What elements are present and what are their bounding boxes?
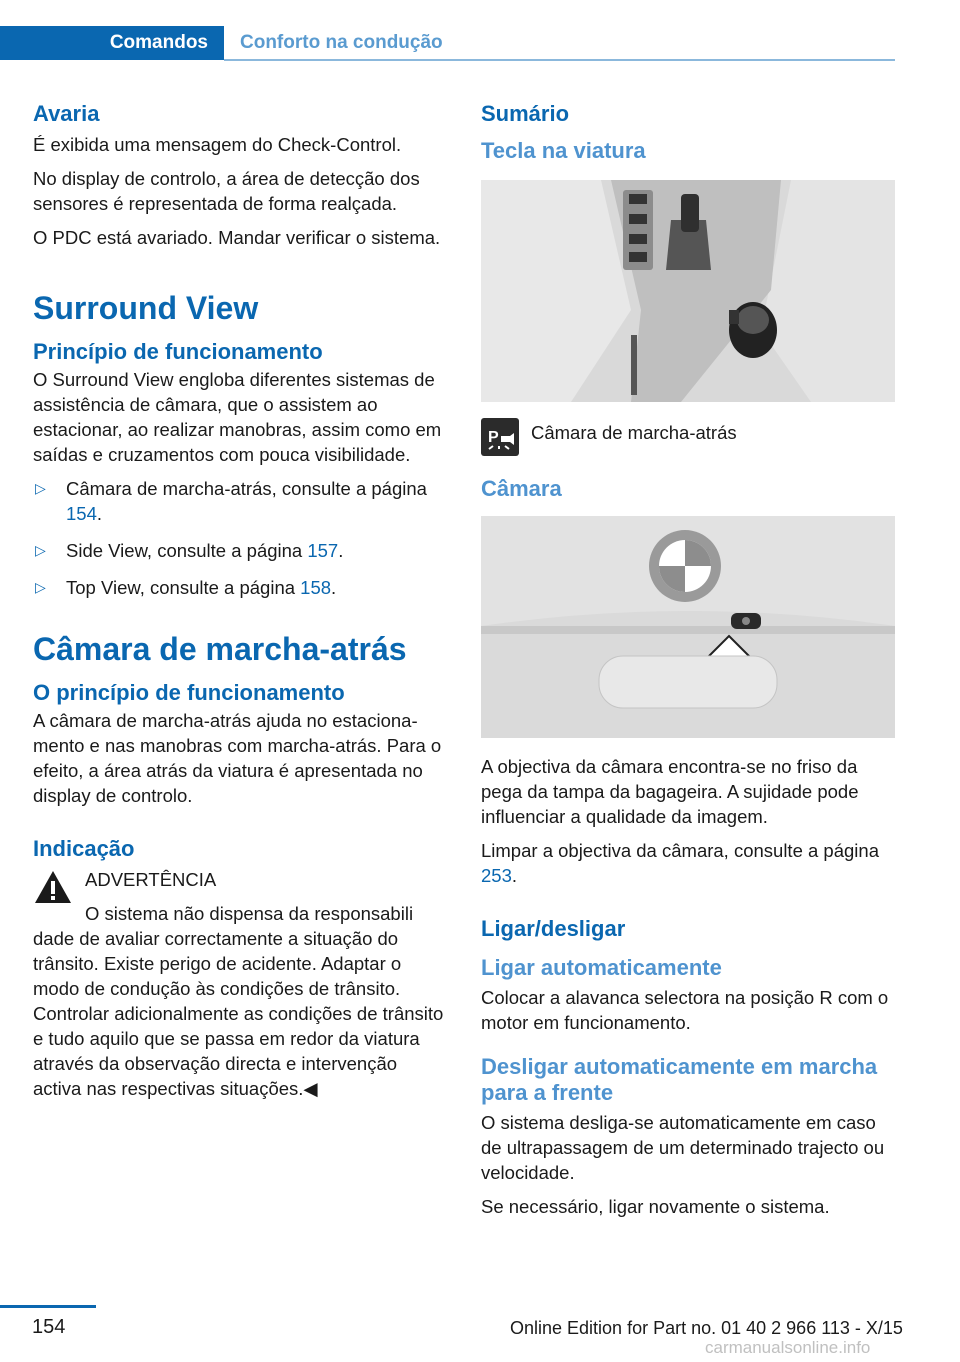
sumario-heading: Sumário [481, 101, 570, 126]
svg-text:P: P [488, 429, 499, 446]
page-header [0, 26, 895, 62]
warning-block [33, 867, 447, 926]
page-link-154[interactable]: 154 [66, 503, 97, 524]
camera-text-2: Limpar a objectiva da câmara, consulte a página 253. [481, 840, 879, 886]
page-number: 154 [32, 1316, 66, 1338]
auto-off-text-2: Se necessário, ligar novamente o sistema. [481, 1196, 830, 1217]
center-console-photo [481, 180, 895, 402]
page-link-158[interactable]: 158 [300, 577, 332, 598]
button-caption-row [481, 418, 895, 456]
surround-view-heading: Surround View [33, 290, 259, 326]
triangle-bullet-icon: ▷ [35, 480, 46, 496]
triangle-bullet-icon: ▷ [35, 542, 46, 558]
rear-camera-heading: Câmara de marcha-atrás [33, 631, 407, 667]
auto-off-text-1: O sistema desliga-se automaticamente em caso de ultrapassagem de um determinado trajecto ou velocidade. [481, 1112, 885, 1183]
tecla-heading: Tecla na viatura [481, 138, 646, 163]
camera-text-1: A objectiva da câmara encontra-se no friso da pega da tampa da bagageira. A sujidade pode influenciar a qualidade da imagem. [481, 756, 859, 827]
edition-label: Online Edition for Part no. 01 40 2 966 113 - X/15 [510, 1318, 903, 1338]
view-systems-list [33, 476, 447, 600]
warning-text: dade de avaliar correctamente a situação do trânsito. Existe perigo de acidente. Adaptar o modo de condução às condições de trânsito. Controlar adicionalmente as condições de trânsito e tudo aquilo que se passa em redor da viatura através da observação directa e intervenção activa nas respectivas situações.◀ [33, 928, 444, 1099]
right-column [481, 100, 895, 1228]
chapter-tab: Comandos [0, 26, 224, 60]
avaria-heading: Avaria [33, 101, 100, 126]
camera-heading: Câmara [481, 476, 562, 501]
page-link-157[interactable]: 157 [307, 540, 339, 561]
o-principio-text: A câmara de marcha-atrás ajuda no estacionamento e nas manobras com marcha-atrás. Para o efeito, a área atrás da viatura é apresentada no display de controlo. [33, 710, 442, 806]
auto-off-heading: Desligar automaticamente em marcha para a frente [481, 1054, 878, 1105]
principio-text: O Surround View engloba diferentes sistemas de assistência de câmara, que o assistem ao estacionar, ao realizar manobras, assim como em saídas e cruzamentos com pouca visibilidade. [33, 369, 442, 465]
avaria-text-1: É exibida uma mensagem do Check-Control. [33, 134, 402, 155]
o-principio-heading: O princípio de funcionamento [33, 680, 345, 705]
header-rule [224, 59, 895, 61]
left-column [33, 100, 447, 1110]
list-item: ▷ Side View, consulte a página 157. [35, 540, 344, 561]
footer-rule [0, 1305, 96, 1308]
avaria-text-3: O PDC está avariado. Mandar verificar o sistema. [33, 227, 441, 248]
rear-camera-photo [481, 516, 895, 738]
section-tab: Conforto na condução [240, 32, 443, 53]
ligar-desligar-heading: Ligar/desligar [481, 916, 626, 941]
page-link-253[interactable]: 253 [481, 865, 512, 886]
auto-on-text: Colocar a alavanca selectora na posição R com o motor em funcionamento. [481, 987, 889, 1033]
auto-on-heading: Ligar automaticamente [481, 955, 722, 980]
list-item: ▷ Top View, consulte a página 158. [35, 577, 337, 598]
list-item: ▷ Câmara de marcha-atrás, consulte a página 154. [35, 478, 427, 524]
warning-text-first: O sistema não dispensa da responsabili [85, 903, 414, 924]
button-caption: Câmara de marcha-atrás [531, 422, 737, 443]
indicacao-heading: Indicação [33, 836, 135, 861]
triangle-bullet-icon: ▷ [35, 579, 46, 595]
parking-camera-button-icon [481, 418, 519, 456]
avaria-text-2: No display de controlo, a área de detecção dos sensores é representada de forma realçada. [33, 168, 420, 214]
warning-icon [33, 869, 73, 905]
watermark: carmanualsonline.info [705, 1338, 871, 1357]
warning-label: ADVERTÊNCIA [85, 869, 217, 890]
principio-heading: Princípio de funcionamento [33, 339, 323, 364]
